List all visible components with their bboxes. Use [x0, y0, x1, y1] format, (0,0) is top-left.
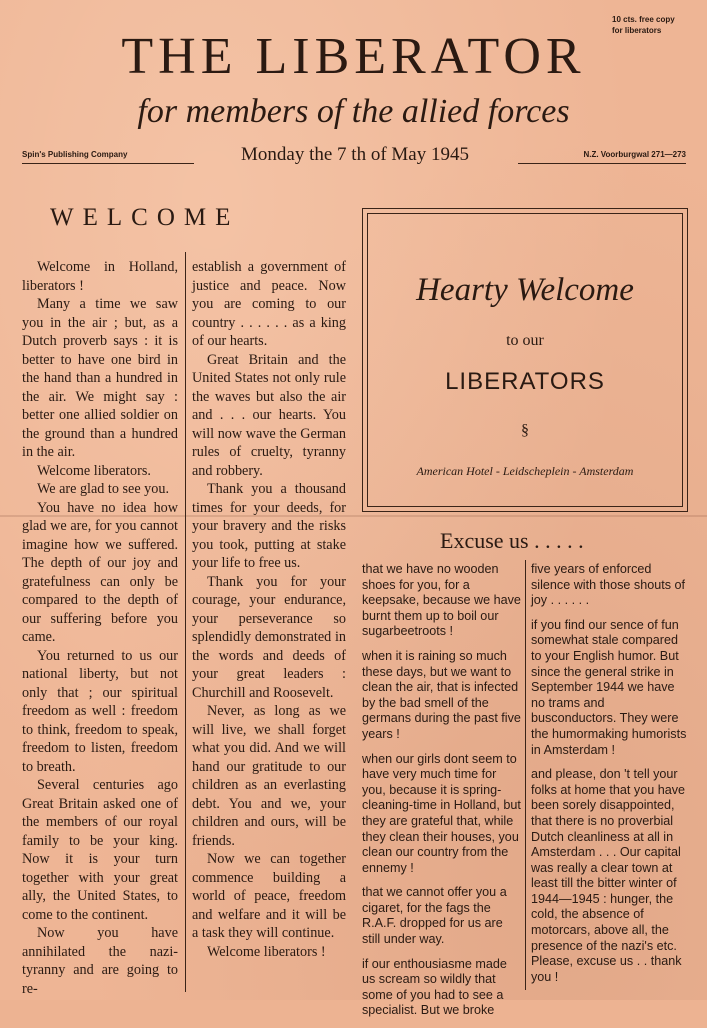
column-divider — [525, 560, 526, 990]
section-mark-icon: § — [521, 422, 529, 439]
paragraph: Great Britain and the United States not only rule the waves but also the air and . . . our hearts. You will now wave the German rules of cruelty, tyranny and robbery. — [192, 351, 346, 479]
publisher-name: Spin's Publishing Company — [22, 150, 194, 164]
welcome-heading: WELCOME — [50, 204, 240, 231]
paragraph: You have no idea how glad we are, for you cannot imagine how we suffered. The depth of our joy and gratefulness can only be compared to the depth of our suffering before you came. — [22, 499, 178, 645]
paragraph: We are glad to see you. — [37, 481, 170, 497]
paragraph: Welcome liberators ! — [207, 943, 326, 960]
paragraph: if our enthousiasme made us scream so wildly that some of you had to see a specialist. But we broke — [362, 956, 507, 1018]
paragraph: five years of enforced silence with those shouts of joy . . . . . . — [531, 562, 686, 608]
paragraph: Many a time we saw you in the air ; but, as a Dutch proverb says : it is better to have one bird in the hand than a hundred in the air. We might say : better one allied soldier on the ground than a hundred in the air. — [22, 296, 178, 460]
paragraph: and please, don 't tell your folks at home that you have been sorely disappointed, that there is no proverbial Dutch cleanliness at all in Amsterdam . . . Our capital was really a clear town at least till the bitter winter of 1944—1945 : hunger, the cold, the absence of motorcars, above all, the presence of the nazi's etc. Please, excuse us . . thank you ! — [531, 767, 686, 984]
excuse-column-1 — [362, 562, 522, 1028]
hotel-advert — [362, 208, 688, 512]
excuse-column-2 — [531, 562, 691, 994]
issue-date: Monday the 7 th of May 1945 — [241, 144, 469, 165]
paragraph: Welcome liberators. — [37, 462, 151, 479]
masthead-subtitle: for members of the allied forces — [137, 93, 570, 130]
advert-address: American Hotel - Leidscheplein - Amsterdam — [416, 464, 634, 478]
advert-to-line: to our — [506, 332, 544, 349]
paragraph: Never, as long as we will live, we shall forget what you did. And we will hand our gratitude to our children as an everlasting debt. You and we, your children and ours, will be friends. — [192, 703, 346, 849]
paragraph: Now you have annihilated the nazi-tyranny and are going to re- — [22, 925, 178, 997]
advert-liberators: LIBERATORS — [445, 368, 605, 395]
paragraph: when it is raining so much these days, but we want to clean the air, that is infected by the bad smell of the germans during the past five years ! — [362, 648, 521, 741]
paragraph: that we cannot offer you a cigaret, for the fags the R.A.F. dropped for us are still under way. — [362, 885, 507, 947]
paragraph: You returned to us our national liberty, but not only that ; our spiritual freedom as well : freedom to think, freedom to speak, freedom to listen, freedom to breath. — [22, 647, 178, 775]
paragraph: if you find our sence of fun somewhat stale compared to your English humor. But since the general strike in September 1944 we have no trams and busconductors. They were the humormaking humorists in Amsterdam ! — [531, 617, 687, 757]
paragraph: establish a government of justice and peace. Now you are coming to our country . . . . . . as a king of our hearts. — [192, 259, 346, 349]
advert-inner-frame — [367, 213, 683, 507]
price-note-line2: for liberators — [612, 26, 662, 35]
price-note-line1: 10 cts. free copy — [612, 15, 675, 24]
advert-title: Hearty Welcome — [416, 272, 634, 308]
welcome-column-2 — [192, 258, 346, 961]
masthead-title: THE LIBERATOR — [121, 28, 586, 85]
paragraph: Now we can together commence building a world of peace, freedom and welfare and it will be a task they will continue. — [192, 851, 346, 941]
paragraph: when our girls dont seem to have very much time for you, because it is spring-cleaning-time in Holland, but they are grateful that, while they clean their houses, you clean our country from the ennemy ! — [362, 751, 521, 875]
paragraph: Several centuries ago Great Britain asked one of the members of our royal family to be your king. Now it is your turn together with your great ally, the United States, to come to the continent. — [22, 777, 178, 923]
paragraph: Thank you for your courage, your endurance, your perseverance so splendidly demonstrated in the words and deeds of your great leaders : Churchill and Roosevelt. — [192, 573, 346, 701]
paragraph: that we have no wooden shoes for you, for a keepsake, because we have burnt them up to boil our sugarbeetroots ! — [362, 562, 521, 639]
column-divider — [185, 252, 186, 992]
excuse-heading: Excuse us . . . . . — [440, 528, 584, 553]
welcome-column-1 — [22, 258, 178, 998]
paragraph: Welcome in Holland, liberators ! — [22, 259, 178, 294]
publisher-address: N.Z. Voorburgwal 271—273 — [518, 150, 686, 164]
paragraph: Thank you a thousand times for your deeds, for your bravery and the risks you took, putting at stake your life to free us. — [192, 481, 346, 571]
